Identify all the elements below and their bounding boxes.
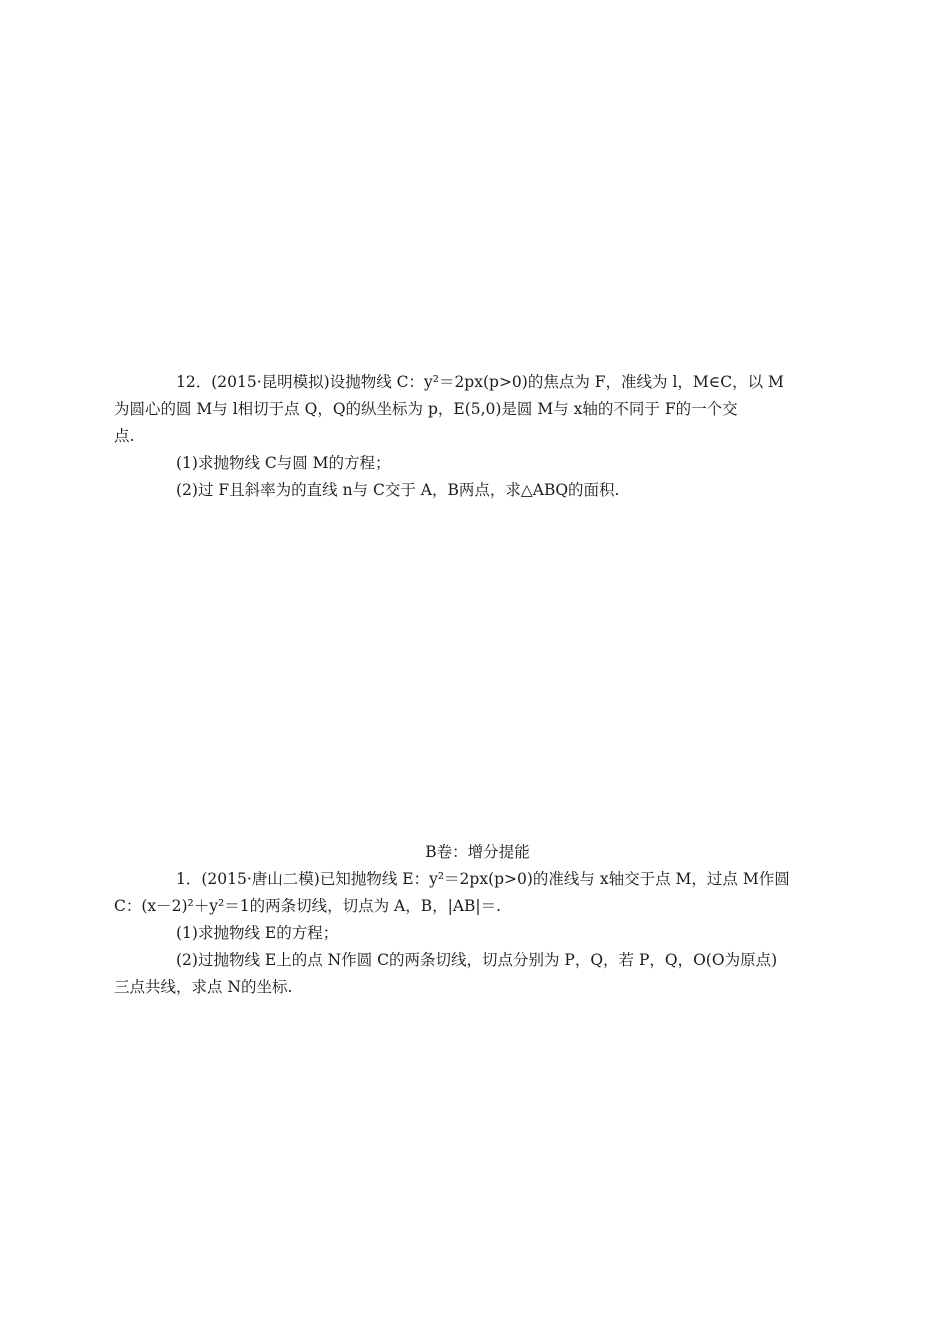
problem-1-line-1: 1．(2015·唐山二模)已知抛物线 E：y²＝2px(p>0)的准线与 x轴交于点 M，过点 M作圆: [176, 870, 790, 888]
problem-12: [114, 369, 810, 504]
problem-1-line-2: C：(x－2)²＋y²＝1的两条切线，切点为 A，B，|AB|＝.: [114, 897, 502, 915]
problem-1-question-2-line-1: (2)过抛物线 E上的点 N作圆 C的两条切线，切点分别为 P，Q，若 P，Q，O(O为原点): [176, 951, 778, 969]
problem-1-question-2-line-2: 三点共线，求点 N的坐标.: [114, 978, 293, 996]
problem-12-statement: [114, 369, 810, 450]
problem-12-line-2: 为圆心的圆 M与 l相切于点 Q，Q的纵坐标为 p，E(5,0)是圆 M与 x轴的不同于 F的一个交: [114, 400, 738, 418]
problem-12-question-1: (1)求抛物线 C与圆 M的方程；: [176, 454, 391, 472]
problem-1-question-1: (1)求抛物线 E的方程；: [176, 924, 339, 942]
problem-12-line-1: 12．(2015·昆明模拟)设抛物线 C：y²＝2px(p>0)的焦点为 F，准线为 l，M∈C，以 M: [176, 373, 784, 391]
section-b-title: B卷：增分提能: [425, 843, 530, 861]
problem-1-question-2: [114, 947, 810, 1001]
section-b: [114, 839, 810, 1001]
problem-1-statement: [114, 866, 810, 920]
problem-12-line-3: 点.: [114, 427, 135, 445]
problem-12-question-2: (2)过 F且斜率为的直线 n与 C交于 A，B两点，求△ABQ的面积.: [176, 481, 620, 499]
